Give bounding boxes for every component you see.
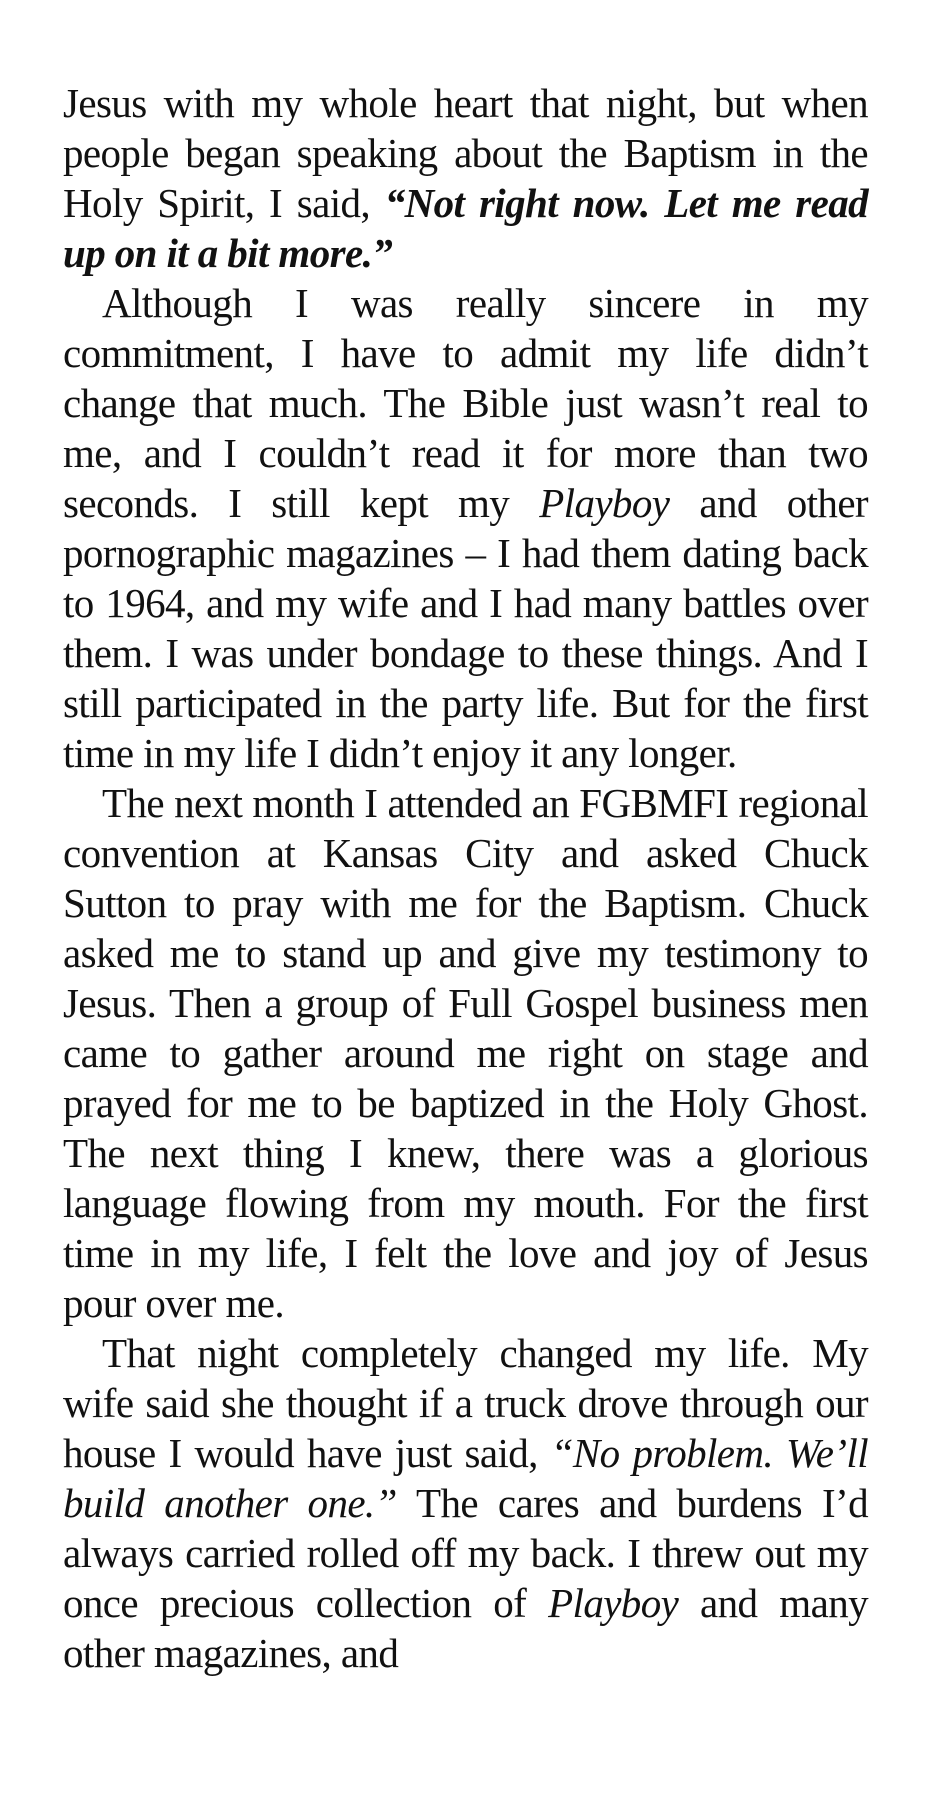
book-page	[63, 78, 868, 1678]
paragraph-2-text-a: Although I was really sincere in my commitment, I have to admit my life didn’t change that much. The Bible just wasn’t real to me, and I couldn’t read it for more than two seconds. I still kept my	[63, 280, 868, 526]
paragraph-2	[63, 278, 868, 778]
paragraph-4	[63, 1328, 868, 1678]
paragraph-1-text: Jesus with my whole heart that night, but when people began speaking about the Baptism in the Holy Spirit, I said,	[63, 80, 868, 226]
paragraph-2-text-b: and other pornographic magazines – I had them dating back to 1964, and my wife and I had many battles over them. I was under bondage to these things. And I still participated in the party life. But for the first time in my life I didn’t enjoy it any longer.	[63, 480, 868, 776]
paragraph-2-magazine-title: Playboy	[539, 480, 670, 526]
paragraph-4-magazine-title: Playboy	[548, 1580, 679, 1626]
paragraph-3-text: The next month I attended an FGBMFI regional convention at Kansas City and asked Chuck Sutton to pray with me for the Baptism. Chuck asked me to stand up and give my testimony to Jesus. Then a group of Full Gospel business men came to gather around me right on stage and prayed for me to be baptized in the Holy Ghost. The next thing I knew, there was a glorious language flowing from my mouth. For the first time in my life, I felt the love and joy of Jesus pour over me.	[63, 780, 868, 1326]
paragraph-4-text-a: That night completely changed my life. My wife said she thought if a truck drove through our house I would have just said,	[63, 1330, 868, 1476]
paragraph-3	[63, 778, 868, 1328]
paragraph-4-text-b: The cares and burdens I’d always carried rolled off my back. I threw out my once precious collection of	[63, 1480, 868, 1626]
paragraph-1	[63, 78, 868, 278]
paragraph-1-quote: “Not right now. Let me read up on it a bit more.”	[63, 180, 869, 276]
paragraph-4-quote: “No problem. We’ll build another one.”	[63, 1430, 868, 1526]
paragraph-4-text-c: and many other magazines, and	[63, 1580, 868, 1676]
